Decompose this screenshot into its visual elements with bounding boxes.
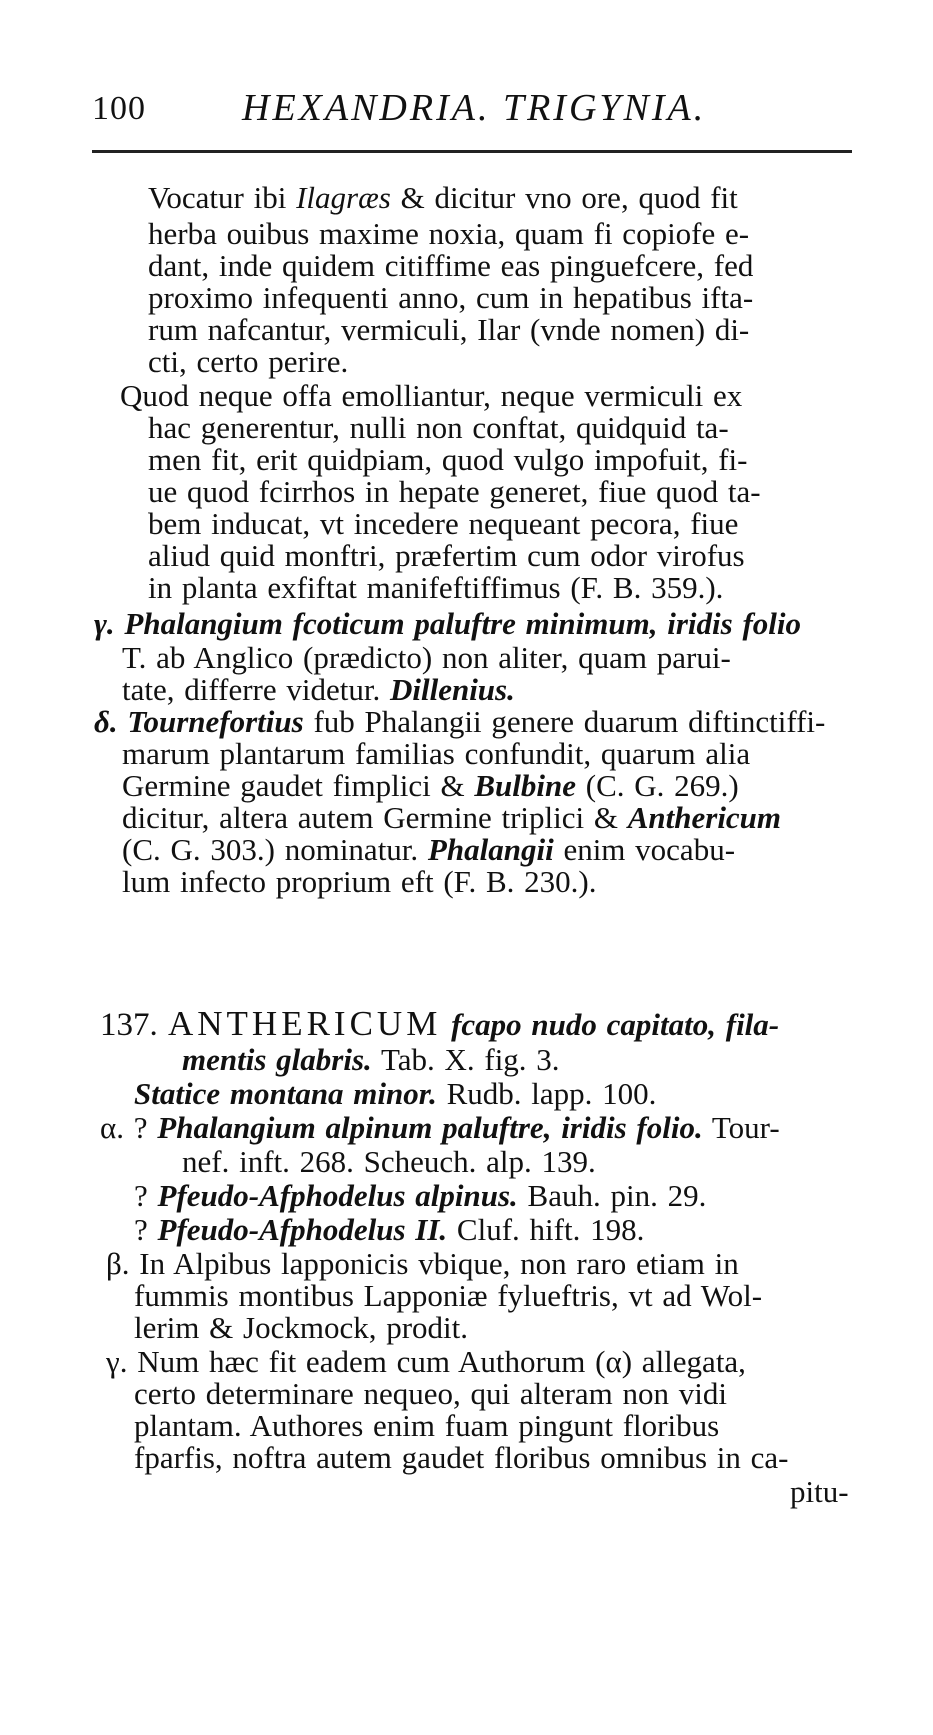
text-line [134,1178,706,1214]
page-header [92,86,852,136]
italic-term: Phalangium alpinum paluftre, iridis folio. [157,1110,703,1145]
text-line [122,672,515,708]
text-line [148,180,738,216]
text-line: proximo infequenti anno, cum in hepatibus ifta- [148,280,754,315]
text-line [122,800,781,836]
text-line: rum nafcantur, vermiculi, Ilar (vnde nomen) di- [148,312,750,347]
text-line: T. ab Anglico (prædicto) non aliter, quam parui- [122,640,731,675]
text-line [122,832,735,868]
text-line: men fit, erit quidpiam, quod vulgo impofuit, fi- [148,442,748,477]
entry-heading [100,1006,779,1043]
text-span: & dicitur vno ore, quod fit [390,180,738,215]
entry-number: 137. [100,1007,168,1043]
variety-marker: α. ? [100,1110,158,1145]
text-line: Quod neque offa emolliantur, neque vermiculi ex [120,378,743,413]
text-line [134,1212,644,1248]
text-line: ue quod fcirrhos in hepate generet, fiue quod ta- [148,474,761,509]
variety-marker: δ. [94,704,128,739]
text-line: nef. inft. 268. Scheuch. alp. 139. [182,1144,596,1179]
text-span: ? [134,1178,158,1213]
catchword: pitu- [790,1474,849,1509]
text-span: tate, differre videtur. [122,672,390,707]
page-number: 100 [92,90,146,127]
text-span: enim vocabu- [553,832,736,867]
text-span: dicitur, altera autem Germine triplici & [122,800,628,835]
text-line: certo determinare nequeo, qui alteram non vidi [134,1376,728,1411]
text-span: Germine gaudet fimplici & [122,768,475,803]
text-line: in planta exfiftat manifeftiffimus (F. B. 359.). [148,570,724,605]
text-span: Bauh. pin. 29. [517,1178,707,1213]
variety-marker: γ. [94,606,125,641]
italic-term: Tournefortius [127,704,304,739]
italic-term: Ilagræs [296,180,391,215]
text-line [100,1110,780,1146]
text-line: herba ouibus maxime noxia, quam fi copiofe e- [148,216,750,251]
text-line: cti, certo perire. [148,344,349,379]
text-line: hac generentur, nulli non conftat, quidquid ta- [148,410,729,445]
text-line [122,768,739,804]
text-span: Cluf. hift. 198. [447,1212,645,1247]
italic-term: Phalangii [427,832,554,867]
italic-term: Dillenius. [389,672,515,707]
italic-term: Pfeudo-Afphodelus II. [157,1212,448,1247]
text-line [94,704,825,740]
text-span: (C. G. 269.) [576,768,739,803]
text-line: fparfis, noftra autem gaudet floribus omnibus in ca- [134,1440,789,1475]
text-line: β. In Alpibus lapponicis vbique, non raro etiam in [106,1246,739,1281]
text-line: bem inducat, vt incedere nequeant pecora, fiue [148,506,739,541]
text-span: fub Phalangii genere duarum diftinctiffi- [303,704,826,739]
italic-term: Statice montana minor. [134,1076,437,1111]
text-line [94,606,801,642]
text-line [134,1076,656,1112]
italic-term: Anthericum [627,800,782,835]
text-span: Tour- [702,1110,780,1145]
text-span: Vocatur ibi [148,180,297,215]
genus-name: ANTHERICUM [168,1004,442,1043]
text-line: aliud quid monftri, præfertim cum odor virofus [148,538,745,573]
text-line: marum plantarum familias confundit, quarum alia [122,736,751,771]
text-span: Tab. X. fig. 3. [371,1042,560,1077]
text-span: Rudb. lapp. 100. [436,1076,657,1111]
italic-term: Pfeudo-Afphodelus alpinus. [157,1178,518,1213]
text-span: (C. G. 303.) nominatur. [122,832,428,867]
italic-term: Bulbine [474,768,577,803]
header-rule [92,150,852,153]
text-line [182,1042,560,1078]
text-line: plantam. Authores enim fuam pingunt floribus [134,1408,720,1443]
italic-term: fcapo nudo capitato, fila- [441,1007,780,1042]
italic-term: Phalangium fcoticum paluftre minimum, iridis folio [124,606,801,641]
running-head: HEXANDRIA. TRIGYNIA. [242,87,707,129]
text-line: dant, inde quidem citiffime eas pinguefcere, fed [148,248,754,283]
italic-term: mentis glabris. [182,1042,372,1077]
text-span: ? [134,1212,158,1247]
text-line: lum infecto proprium eft (F. B. 230.). [122,864,597,899]
text-line: lerim & Jockmock, prodit. [134,1310,469,1345]
text-line: fummis montibus Lapponiæ fylueftris, vt ad Wol- [134,1278,763,1313]
text-line: γ. Num hæc fit eadem cum Authorum (α) allegata, [106,1344,746,1379]
